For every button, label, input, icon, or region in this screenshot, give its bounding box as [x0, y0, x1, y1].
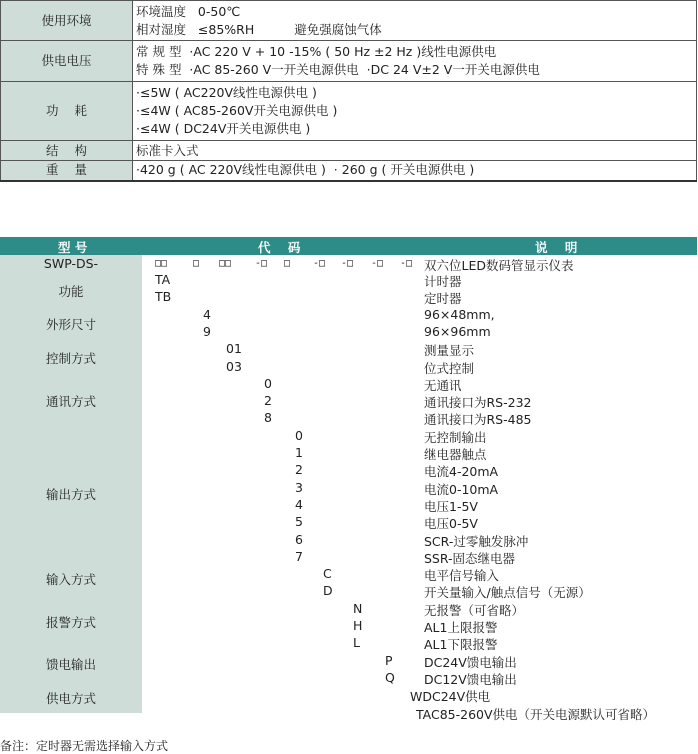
option-desc: 无控制输出: [424, 429, 487, 445]
code-placeholder: □□: [219, 258, 232, 269]
consumption-1: ·≤5W ( AC220V线性电源供电 ): [136, 85, 317, 100]
option-desc: SCR-过零触发脉冲: [424, 533, 529, 549]
series-desc: 双六位LED数码管显示仪表: [424, 258, 574, 273]
option-code: C: [323, 566, 332, 582]
category-label: 功能: [58, 284, 84, 299]
option-code: 0: [295, 427, 303, 443]
option-desc: 96×96mm: [424, 323, 491, 339]
option-desc: SSR-固态继电器: [424, 550, 516, 566]
consumption-label: 功 耗: [1, 82, 133, 141]
option-desc: 开关量输入/触点信号（无源）: [424, 585, 591, 601]
code-placeholder: -□: [371, 258, 384, 269]
category-label: 输入方式: [45, 572, 96, 587]
env-avoid: 避免强腐蚀气体: [294, 21, 382, 37]
option-code: 4: [203, 306, 211, 322]
option-desc: 电平信号输入: [424, 568, 500, 584]
header-code: 代 码: [258, 240, 301, 255]
option-desc: 96×48mm,: [424, 306, 495, 322]
option-code: 2: [264, 393, 272, 409]
option-code: 7: [295, 548, 303, 564]
env-humid: 相对湿度 ≤85%RH: [136, 21, 255, 37]
model-table-header: [0, 237, 697, 255]
option-code: TA: [155, 272, 171, 287]
option-desc: 位式控制: [424, 360, 475, 376]
consumption-2: ·≤4W ( AC85-260V开关电源供电 ): [136, 103, 338, 118]
header-model: 型 号: [58, 240, 88, 255]
option-code: N: [353, 600, 363, 616]
option-desc: 测量显示: [424, 343, 475, 359]
structure-value: 标准卡入式: [133, 141, 697, 161]
option-code: 9: [203, 323, 211, 339]
header-desc: 说 明: [535, 240, 578, 255]
option-desc: AL1上限报警: [424, 620, 498, 635]
option-code: P: [385, 652, 393, 668]
option-code: 0: [264, 375, 272, 391]
env-value: [133, 1, 697, 41]
option-code: TB: [155, 289, 172, 305]
option-desc: AL1下限报警: [424, 637, 498, 653]
option-desc: 电流0-10mA: [424, 481, 499, 497]
option-desc: 电压1-5V: [424, 498, 478, 514]
consumption-3: ·≤4W ( DC24V开关电源供电 ): [136, 121, 311, 136]
footnote: 备注：定时器无需选择输入方式: [0, 739, 169, 753]
option-code: Q: [385, 669, 395, 685]
power-label: 供电电压: [1, 41, 133, 82]
option-code: D: [323, 583, 333, 599]
code-placeholder: □: [284, 258, 291, 269]
option-code: 8: [264, 410, 272, 426]
category-label: 控制方式: [45, 351, 96, 366]
power-line-2: 特 殊 型 ·AC 85-260 V一开关电源供电 ·DC 24 V±2 V一开关电源供电: [136, 62, 540, 77]
option-code: 6: [295, 531, 303, 547]
category-label: 通讯方式: [45, 394, 96, 409]
option-desc: WDC24V供电: [410, 689, 491, 705]
option-code: 3: [295, 479, 303, 495]
option-code: 01: [226, 341, 242, 357]
option-code: 03: [226, 358, 242, 374]
option-desc: 电流4-20mA: [424, 464, 499, 480]
option-desc: 通讯接口为RS-232: [424, 395, 532, 411]
series-label: SWP-DS-: [43, 256, 99, 271]
option-code: 5: [295, 514, 303, 530]
code-placeholder: -□: [400, 258, 413, 269]
category-label: 馈电输出: [45, 657, 96, 672]
option-desc: 通讯接口为RS-485: [424, 412, 532, 428]
option-code: 4: [295, 496, 303, 512]
option-code: H: [353, 618, 363, 633]
category-label: 输出方式: [45, 487, 96, 502]
option-desc: 定时器: [424, 291, 462, 307]
code-placeholder: -□: [255, 258, 268, 269]
weight-value: ·420 g ( AC 220V线性电源供电 ) · 260 g ( 开关电源供电 ): [133, 161, 697, 181]
category-label: 外形尺寸: [45, 317, 96, 332]
category-label: 供电方式: [45, 691, 96, 706]
option-desc: 电压0-5V: [424, 516, 478, 532]
env-temp: 环境温度 0-50℃: [136, 3, 241, 19]
option-code: L: [353, 635, 360, 651]
option-desc: 无报警（可省略）: [424, 602, 525, 618]
option-code: 2: [295, 462, 303, 478]
code-placeholder: -□: [313, 258, 326, 269]
spec-table: [0, 0, 697, 182]
weight-label: 重 量: [1, 161, 133, 181]
option-code: 1: [295, 445, 303, 460]
option-desc: DC12V馈电输出: [424, 671, 517, 687]
code-placeholder: □□: [155, 258, 168, 269]
code-placeholder: □: [193, 258, 200, 269]
option-desc: 无通讯: [424, 377, 462, 393]
code-placeholder: -□: [341, 258, 354, 269]
option-desc: 计时器: [424, 274, 462, 289]
option-desc: 继电器触点: [424, 447, 487, 462]
env-label: 使用环境: [1, 1, 133, 41]
power-line-1: 常 规 型 ·AC 220 V + 10 -15% ( 50 Hz ±2 Hz )线性电源供电: [136, 44, 497, 59]
option-desc: DC24V馈电输出: [424, 654, 517, 670]
option-desc: TAC85-260V供电（开关电源默认可省略）: [416, 706, 656, 722]
structure-label: 结 构: [1, 141, 133, 161]
category-label: 报警方式: [45, 615, 96, 630]
